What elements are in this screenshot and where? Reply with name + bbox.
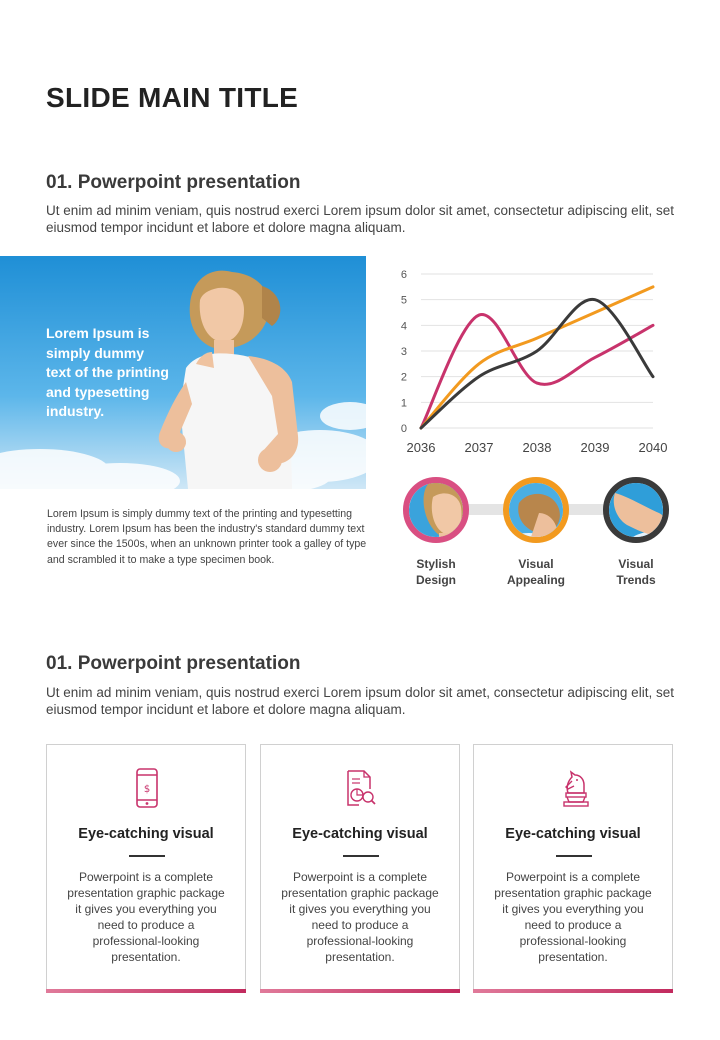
feature-label-stylish-design: Stylish Design xyxy=(415,557,456,587)
chess-knight-icon xyxy=(558,767,590,809)
x-tick-label: 2040 xyxy=(638,440,668,455)
series-line-1 xyxy=(421,314,653,428)
card-text: Powerpoint is a complete presentation graphic package it gives you everything you need to produce a professional-looking presentation. xyxy=(67,870,225,964)
section2-body: Ut enim ad minim veniam, quis nostrud exerci Lorem ipsum dolor sit amet, consectetur adipiscing elit, set eiusmod tempor incidunt et labore et dolore magna aliquam. xyxy=(46,685,674,717)
y-tick-label: 3 xyxy=(400,346,407,358)
series-line-2 xyxy=(421,287,653,428)
x-tick-label: 2039 xyxy=(580,440,610,455)
x-tick-label: 2038 xyxy=(522,440,552,455)
feature-label-visual-trends: Visual Trends xyxy=(616,557,656,587)
card-accent-bar xyxy=(46,989,246,993)
card-divider xyxy=(129,855,165,857)
feature-label-visual-appealing: Visual Appealing xyxy=(506,557,565,587)
card-title: Eye-catching visual xyxy=(78,826,214,842)
card-accent-bar xyxy=(473,989,673,993)
document-chart-search-icon xyxy=(345,767,377,809)
slide-title: SLIDE MAIN TITLE xyxy=(46,82,299,113)
feature-card-2 xyxy=(260,744,460,993)
y-tick-label: 6 xyxy=(400,269,407,281)
chart-x-axis xyxy=(407,440,668,455)
line-chart xyxy=(394,260,684,465)
section1-heading: 01. Powerpoint presentation xyxy=(46,172,301,193)
series-line-3 xyxy=(421,299,653,428)
card-accent-bar xyxy=(260,989,460,993)
x-tick-label: 2036 xyxy=(406,440,436,455)
feature-card-3 xyxy=(473,744,673,993)
feature-card-1 xyxy=(46,744,246,993)
hero-caption: Lorem Ipsum is simply dummy text of the printing and typesetting industry. Lorem Ipsum has been the industry's standard dummy text ever since the 1500s, when an unknown printer took a galley of type and scrambled it to make a type specimen book. xyxy=(47,508,367,566)
section2-heading: 01. Powerpoint presentation xyxy=(46,653,301,674)
stylish-design-image xyxy=(403,477,469,543)
y-tick-label: 0 xyxy=(400,423,407,435)
card-divider xyxy=(556,855,592,857)
chart-series xyxy=(421,287,653,428)
y-tick-label: 2 xyxy=(400,371,407,384)
svg-text:$: $ xyxy=(143,784,151,795)
section1-body: Ut enim ad minim veniam, quis nostrud exerci Lorem ipsum dolor sit amet, consectetur adipiscing elit, set eiusmod tempor incidunt et labore et dolore magna aliquam. xyxy=(46,203,674,235)
y-tick-label: 1 xyxy=(400,397,407,410)
card-text: Powerpoint is a complete presentation graphic package it gives you everything you need to produce a professional-looking presentation. xyxy=(494,870,652,964)
y-tick-label: 5 xyxy=(400,294,407,307)
card-divider xyxy=(343,855,379,857)
hero-overlay-text: Lorem Ipsum is simply dummy text of the printing and typesetting industry. xyxy=(46,325,169,419)
chart-y-axis xyxy=(401,269,407,435)
visual-appealing-image xyxy=(503,477,569,543)
x-tick-label: 2037 xyxy=(464,440,494,455)
mobile-dollar-icon xyxy=(131,767,163,809)
y-tick-label: 4 xyxy=(400,320,407,333)
card-title: Eye-catching visual xyxy=(505,826,641,842)
card-text: Powerpoint is a complete presentation graphic package it gives you everything you need to produce a professional-looking presentation. xyxy=(281,870,439,964)
card-title: Eye-catching visual xyxy=(292,826,428,842)
visual-trends-image xyxy=(603,477,669,543)
